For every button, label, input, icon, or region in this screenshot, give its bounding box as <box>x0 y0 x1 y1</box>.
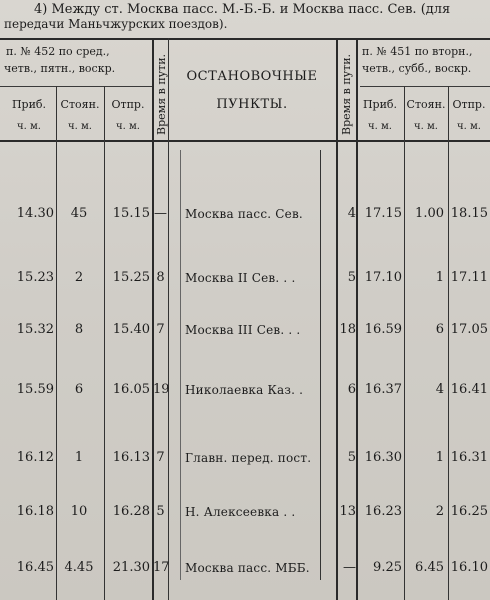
stop-451: 1 <box>435 450 444 465</box>
col-rule-8 <box>448 86 449 600</box>
train-452-line-1: п. № 452 по сред., <box>6 45 110 58</box>
departure-451: 16.10 <box>450 560 488 575</box>
col-rule-4b <box>180 150 181 580</box>
departure-452: 16.13 <box>112 450 150 465</box>
time-452: 17 <box>153 560 170 575</box>
arrival-451: 9.25 <box>373 560 402 575</box>
col-452-dep-head: Отпр. <box>111 98 145 111</box>
header-bottom-rule <box>0 140 490 142</box>
arrival-451: 16.30 <box>364 450 402 465</box>
train-451-line-2: четв., субб., воскр. <box>362 62 472 75</box>
stop-452: 8 <box>74 322 84 337</box>
time-452: — <box>154 206 167 221</box>
arrival-451: 16.37 <box>364 382 402 397</box>
stop-451: 6.45 <box>415 560 444 575</box>
arrival-451: 16.59 <box>364 322 402 337</box>
departure-452: 15.15 <box>112 206 150 221</box>
stop-452: 4.45 <box>64 560 94 575</box>
arrival-452: 16.18 <box>16 504 54 519</box>
stop-451: 4 <box>435 382 444 397</box>
station-name: Н. Алексеевка . . <box>185 505 296 519</box>
arrival-452: 15.59 <box>16 382 54 397</box>
col-452-stop-head: Стоян. <box>60 98 100 111</box>
col-451-arr-head: Приб. <box>362 98 398 111</box>
train-452-line-2: четв., пятн., воскр. <box>4 62 116 75</box>
time-451: 5 <box>347 450 356 465</box>
station-name: Николаевка Каз. . <box>185 383 304 397</box>
time-451: 6 <box>347 382 356 397</box>
train-451-line-1: п. № 451 по вторн., <box>362 45 473 58</box>
col-rule-1 <box>56 86 57 600</box>
departure-451: 17.11 <box>450 270 488 285</box>
col-rule-7 <box>404 86 405 600</box>
time-451: 4 <box>347 206 356 221</box>
time-in-path-452-head: Время в пути. <box>155 53 168 135</box>
col-451-arr-unit: ч. м. <box>368 121 392 132</box>
header-top-rule <box>0 38 490 40</box>
time-451: 18 <box>339 322 356 337</box>
title-number: 4) <box>34 2 48 17</box>
arrival-452: 15.23 <box>16 270 54 285</box>
departure-452: 16.28 <box>112 504 150 519</box>
col-rule-5a <box>320 150 321 580</box>
time-451: 13 <box>339 504 356 519</box>
arrival-452: 16.45 <box>16 560 54 575</box>
departure-451: 17.05 <box>450 322 488 337</box>
header-452-divider <box>0 86 152 87</box>
time-452: 19 <box>153 382 170 397</box>
header-451-divider <box>360 86 490 87</box>
col-rule-4 <box>168 38 169 600</box>
stop-451: 1 <box>435 270 444 285</box>
stations-heading-2: ПУНКТЫ. <box>216 97 288 112</box>
stop-452: 1 <box>74 450 84 465</box>
time-452: 8 <box>156 270 165 285</box>
station-name: Москва II Сев. . . <box>185 271 296 285</box>
departure-451: 16.31 <box>450 450 488 465</box>
stop-451: 2 <box>435 504 444 519</box>
departure-451: 16.41 <box>450 382 488 397</box>
arrival-451: 17.15 <box>364 206 402 221</box>
arrival-452: 16.12 <box>16 450 54 465</box>
time-452: 7 <box>156 322 165 337</box>
col-451-dep-unit: ч. м. <box>457 121 481 132</box>
departure-452: 15.40 <box>112 322 150 337</box>
title-line-1: Между ст. Москва пасс. М.-Б.-Б. и Москва пасс. Сев. (для <box>51 2 451 17</box>
departure-451: 18.15 <box>450 206 488 221</box>
stop-452: 10 <box>70 504 88 519</box>
stop-451: 6 <box>435 322 444 337</box>
station-name: Москва пасс. МББ. <box>185 561 310 575</box>
col-rule-2 <box>104 86 105 600</box>
stop-452: 6 <box>74 382 84 397</box>
time-452: 7 <box>156 450 165 465</box>
stop-452: 45 <box>70 206 88 221</box>
departure-452: 16.05 <box>112 382 150 397</box>
stations-heading-1: ОСТАНОВОЧНЫЕ <box>186 69 318 84</box>
arrival-451: 16.23 <box>364 504 402 519</box>
col-451-dep-head: Отпр. <box>452 98 486 111</box>
col-452-dep-unit: ч. м. <box>116 121 140 132</box>
arrival-451: 17.10 <box>364 270 402 285</box>
col-451-stop-head: Стоян. <box>406 98 446 111</box>
stop-451: 1.00 <box>415 206 444 221</box>
col-452-arr-head: Приб. <box>11 98 47 111</box>
timetable-title <box>4 2 486 32</box>
departure-452: 21.30 <box>112 560 150 575</box>
arrival-452: 15.32 <box>16 322 54 337</box>
col-452-stop-unit: ч. м. <box>68 121 92 132</box>
departure-451: 16.25 <box>450 504 488 519</box>
title-line-2: передачи Маньчжурских поездов). <box>4 17 228 31</box>
col-452-arr-unit: ч. м. <box>17 121 41 132</box>
stop-452: 2 <box>74 270 84 285</box>
time-451: — <box>343 560 356 575</box>
departure-452: 15.25 <box>112 270 150 285</box>
time-in-path-451-head: Время в пути. <box>340 53 353 135</box>
time-452: 5 <box>156 504 165 519</box>
time-451: 5 <box>347 270 356 285</box>
station-name: Москва III Сев. . . <box>185 323 301 337</box>
station-name: Москва пасс. Сев. <box>185 207 303 221</box>
col-451-stop-unit: ч. м. <box>414 121 438 132</box>
station-name: Главн. перед. пост. <box>185 451 312 465</box>
arrival-452: 14.30 <box>16 206 54 221</box>
